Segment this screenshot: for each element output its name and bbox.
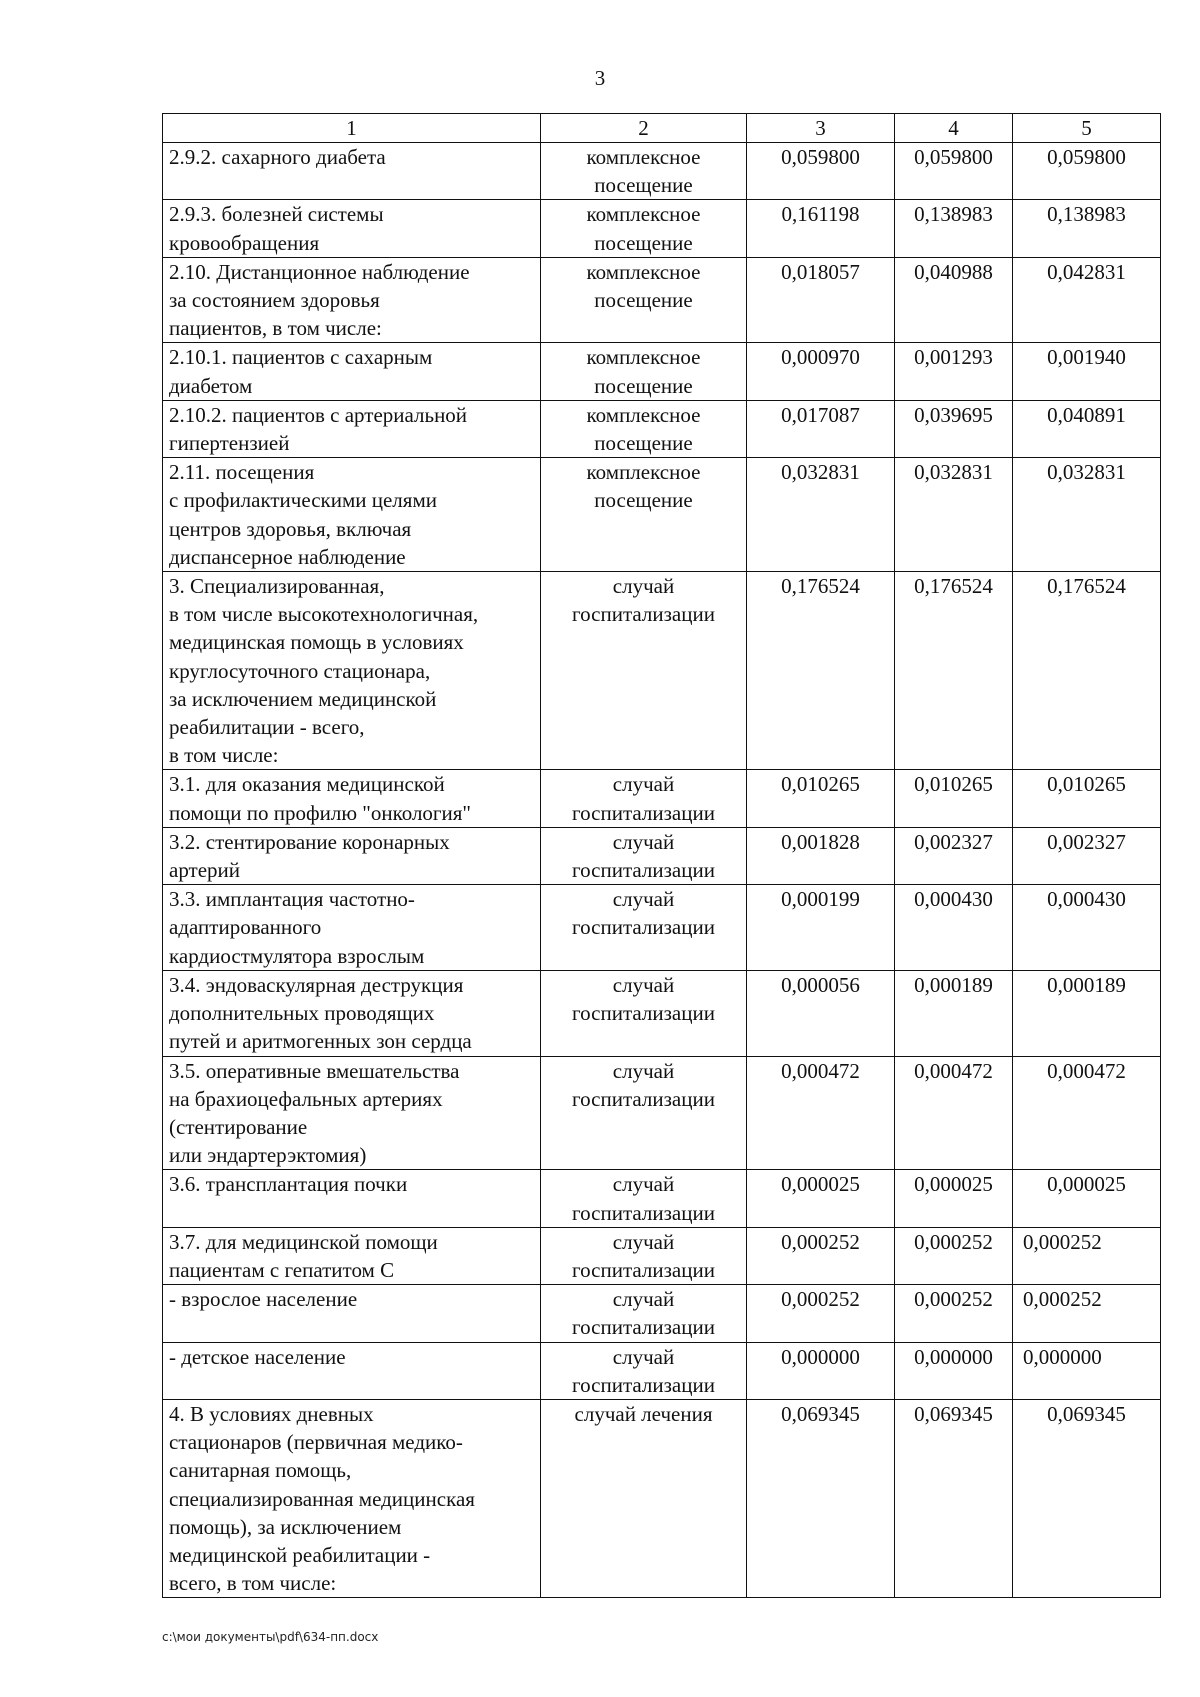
row-value-col4: 0,002327 — [895, 827, 1013, 884]
row-name-cell: 3.7. для медицинской помощи пациентам с гепатитом С — [163, 1227, 541, 1284]
row-value-col4: 0,010265 — [895, 770, 1013, 827]
row-value-col3: 0,000056 — [747, 970, 895, 1056]
table-row — [163, 770, 1161, 827]
row-value-col4: 0,039695 — [895, 400, 1013, 457]
row-value-col3: 0,000252 — [747, 1227, 895, 1284]
row-name-cell: - взрослое население — [163, 1285, 541, 1342]
row-name-cell: - детское население — [163, 1342, 541, 1399]
row-value-col5: 0,040891 — [1013, 400, 1161, 457]
row-value-col5: 0,059800 — [1013, 143, 1161, 200]
row-value-col3: 0,176524 — [747, 572, 895, 770]
table-row — [163, 885, 1161, 971]
row-unit-cell: комплексное посещение — [541, 458, 747, 572]
row-name-cell: 4. В условиях дневных стационаров (первичная медико- санитарная помощь, специализированная медицинская помощь), за исключением медицинской реабилитации - всего, в том числе: — [163, 1399, 541, 1597]
row-unit-cell: случай лечения — [541, 1399, 747, 1597]
row-value-col4: 0,032831 — [895, 458, 1013, 572]
row-unit-cell: комплексное посещение — [541, 257, 747, 343]
row-value-col5: 0,000472 — [1013, 1056, 1161, 1170]
table-row — [163, 400, 1161, 457]
table-row — [163, 1399, 1161, 1597]
row-value-col3: 0,069345 — [747, 1399, 895, 1597]
row-value-col4: 0,000025 — [895, 1170, 1013, 1227]
row-value-col3: 0,032831 — [747, 458, 895, 572]
row-value-col3: 0,000025 — [747, 1170, 895, 1227]
row-name-cell: 3.5. оперативные вмешательства на брахиоцефальных артериях (стентирование или эндартерэктомия) — [163, 1056, 541, 1170]
row-value-col5: 0,002327 — [1013, 827, 1161, 884]
row-value-col4: 0,000252 — [895, 1285, 1013, 1342]
row-unit-cell: случай госпитализации — [541, 827, 747, 884]
row-value-col3: 0,000199 — [747, 885, 895, 971]
row-name-cell: 3. Специализированная, в том числе высокотехнологичная, медицинская помощь в условиях круглосуточного стационара, за исключением медицинской реабилитации - всего, в том числе: — [163, 572, 541, 770]
row-name-cell: 3.4. эндоваскулярная деструкция дополнительных проводящих путей и аритмогенных зон сердца — [163, 970, 541, 1056]
row-name-cell: 3.3. имплантация частотно- адаптированного кардиостмулятора взрослым — [163, 885, 541, 971]
row-value-col3: 0,010265 — [747, 770, 895, 827]
row-name-cell: 3.2. стентирование коронарных артерий — [163, 827, 541, 884]
row-unit-cell: случай госпитализации — [541, 885, 747, 971]
header-cell-3: 3 — [747, 114, 895, 143]
row-value-col5: 0,069345 — [1013, 1399, 1161, 1597]
row-value-col5: 0,000000 — [1013, 1342, 1161, 1399]
row-unit-cell: случай госпитализации — [541, 1342, 747, 1399]
table-row — [163, 1056, 1161, 1170]
row-unit-cell: случай госпитализации — [541, 770, 747, 827]
row-value-col5: 0,000189 — [1013, 970, 1161, 1056]
row-value-col4: 0,000252 — [895, 1227, 1013, 1284]
header-cell-5: 5 — [1013, 114, 1161, 143]
footer-file-path: c:\мои документы\pdf\634-пп.docx — [162, 1630, 379, 1644]
row-value-col4: 0,001293 — [895, 343, 1013, 400]
row-value-col3: 0,059800 — [747, 143, 895, 200]
row-value-col3: 0,017087 — [747, 400, 895, 457]
row-value-col3: 0,000472 — [747, 1056, 895, 1170]
row-value-col3: 0,000970 — [747, 343, 895, 400]
row-name-cell: 2.10.2. пациентов с артериальной гипертензией — [163, 400, 541, 457]
row-value-col4: 0,059800 — [895, 143, 1013, 200]
header-cell-2: 2 — [541, 114, 747, 143]
row-unit-cell: комплексное посещение — [541, 400, 747, 457]
row-value-col5: 0,032831 — [1013, 458, 1161, 572]
row-name-cell: 3.1. для оказания медицинской помощи по профилю "онкология" — [163, 770, 541, 827]
table-row — [163, 343, 1161, 400]
row-value-col4: 0,000000 — [895, 1342, 1013, 1399]
page-number: 3 — [594, 66, 606, 90]
row-value-col5: 0,042831 — [1013, 257, 1161, 343]
row-value-col4: 0,040988 — [895, 257, 1013, 343]
row-unit-cell: случай госпитализации — [541, 1285, 747, 1342]
row-name-cell: 2.10.1. пациентов с сахарным диабетом — [163, 343, 541, 400]
row-value-col5: 0,001940 — [1013, 343, 1161, 400]
row-value-col5: 0,010265 — [1013, 770, 1161, 827]
row-value-col4: 0,176524 — [895, 572, 1013, 770]
table-row — [163, 458, 1161, 572]
row-unit-cell: комплексное посещение — [541, 200, 747, 257]
row-unit-cell: случай госпитализации — [541, 1170, 747, 1227]
table-row — [163, 572, 1161, 770]
row-value-col3: 0,161198 — [747, 200, 895, 257]
table-row — [163, 827, 1161, 884]
table-row — [163, 200, 1161, 257]
table-row — [163, 970, 1161, 1056]
row-value-col5: 0,000252 — [1013, 1227, 1161, 1284]
row-name-cell: 3.6. трансплантация почки — [163, 1170, 541, 1227]
row-value-col5: 0,176524 — [1013, 572, 1161, 770]
row-name-cell: 2.10. Дистанционное наблюдение за состоянием здоровья пациентов, в том числе: — [163, 257, 541, 343]
header-cell-4: 4 — [895, 114, 1013, 143]
row-value-col4: 0,069345 — [895, 1399, 1013, 1597]
table-row — [163, 1170, 1161, 1227]
row-value-col4: 0,000189 — [895, 970, 1013, 1056]
table-row — [163, 257, 1161, 343]
row-value-col3: 0,000000 — [747, 1342, 895, 1399]
row-unit-cell: случай госпитализации — [541, 1056, 747, 1170]
data-table — [162, 113, 1161, 1598]
row-value-col5: 0,000430 — [1013, 885, 1161, 971]
row-name-cell: 2.11. посещения с профилактическими целями центров здоровья, включая диспансерное наблюдение — [163, 458, 541, 572]
row-name-cell: 2.9.2. сахарного диабета — [163, 143, 541, 200]
table-row — [163, 1342, 1161, 1399]
row-value-col5: 0,000025 — [1013, 1170, 1161, 1227]
row-value-col5: 0,000252 — [1013, 1285, 1161, 1342]
row-unit-cell: случай госпитализации — [541, 970, 747, 1056]
row-value-col5: 0,138983 — [1013, 200, 1161, 257]
table-row — [163, 1285, 1161, 1342]
row-unit-cell: случай госпитализации — [541, 572, 747, 770]
row-unit-cell: комплексное посещение — [541, 343, 747, 400]
row-unit-cell: случай госпитализации — [541, 1227, 747, 1284]
row-value-col4: 0,000430 — [895, 885, 1013, 971]
row-unit-cell: комплексное посещение — [541, 143, 747, 200]
row-value-col3: 0,000252 — [747, 1285, 895, 1342]
row-value-col4: 0,138983 — [895, 200, 1013, 257]
table-row — [163, 143, 1161, 200]
table-header-row — [163, 114, 1161, 143]
row-name-cell: 2.9.3. болезней системы кровообращения — [163, 200, 541, 257]
table-row — [163, 1227, 1161, 1284]
row-value-col3: 0,001828 — [747, 827, 895, 884]
row-value-col3: 0,018057 — [747, 257, 895, 343]
header-cell-1: 1 — [163, 114, 541, 143]
row-value-col4: 0,000472 — [895, 1056, 1013, 1170]
